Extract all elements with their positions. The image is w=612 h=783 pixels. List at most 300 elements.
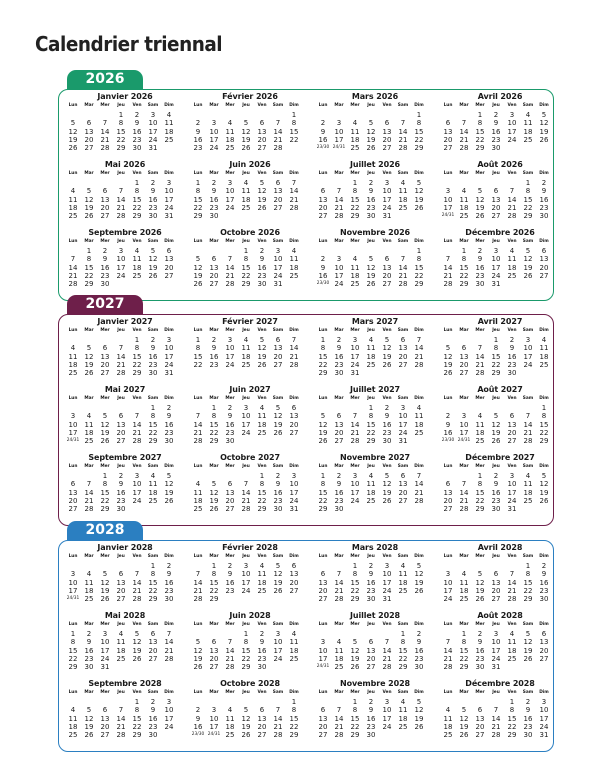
day-cell: 11 [289, 255, 299, 264]
day-cell: 21 [164, 646, 174, 655]
day-cell: 31 [491, 280, 501, 289]
day-cell: 25 [289, 654, 299, 663]
day-cell: 17 [116, 263, 126, 272]
day-cell: 30 [507, 369, 517, 378]
weekday-label: Dim [164, 239, 174, 244]
day-cell: 1 [291, 698, 297, 706]
day-cell: 18 [241, 195, 251, 204]
weekday-label: Mar [84, 103, 94, 108]
weekday-label: Jeu [367, 622, 375, 627]
day-cell: 20 [539, 263, 549, 272]
month-title: Mars 2026 [351, 92, 399, 101]
day-cell: 29 [100, 505, 110, 514]
weekday-label: Ven [257, 690, 267, 695]
day-cell: 18 [289, 646, 299, 655]
day-cell: 12 [382, 480, 392, 489]
weekday-label: Dim [414, 396, 424, 401]
weekday-label: Ven [132, 171, 142, 176]
day-cell: 28 [414, 496, 424, 505]
day-cell: 12 [241, 127, 251, 136]
day-cell: 2 [166, 562, 172, 570]
day-cell: 17 [225, 352, 235, 361]
weekday-label: Lun [318, 103, 328, 108]
day-cell: 23 [475, 654, 485, 663]
day-cell: 5 [384, 336, 390, 344]
day-cell: 21 [398, 135, 408, 144]
day-cell: 19 [443, 360, 453, 369]
day-cell: 14 [334, 195, 344, 204]
day-cell: 18 [116, 646, 126, 655]
month-calendar [191, 385, 309, 451]
day-cell: 7 [445, 255, 451, 264]
day-cell: 14 [289, 187, 299, 196]
day-cell: 8 [509, 706, 515, 715]
day-cell: 19 [132, 646, 142, 655]
day-cell: 3 [291, 472, 297, 480]
day-cell: 1 [102, 472, 108, 480]
day-cell: 8 [400, 638, 406, 647]
weekday-label: Sam [272, 690, 284, 695]
weekday-label: Mer [225, 396, 235, 401]
day-cell: 8 [86, 255, 92, 264]
weekday-label: Sam [147, 396, 159, 401]
day-cell: 20 [398, 352, 408, 361]
weekday-header [191, 171, 309, 179]
day-cell: 10 [539, 706, 549, 715]
day-cell: 23 [164, 586, 174, 595]
day-cell: 9 [118, 480, 124, 489]
day-cell: 3 [102, 630, 108, 638]
day-cell: 1 [150, 562, 156, 570]
day-cell: 7 [493, 706, 499, 715]
day-cell: 27 [289, 428, 299, 437]
day-cell: 22 [491, 360, 501, 369]
weekday-label: Lun [443, 239, 453, 244]
day-cell: 3 [70, 412, 76, 421]
day-cell: 7 [336, 570, 342, 579]
day-cell: 16 [225, 578, 235, 587]
day-cell: 19 [382, 352, 392, 361]
day-cell: 4 [352, 119, 358, 128]
month-calendar [191, 543, 309, 609]
day-cell: 14 [414, 344, 424, 353]
weekday-label: Mer [350, 396, 360, 401]
day-cell: 15 [318, 352, 328, 361]
month-calendar [316, 453, 434, 519]
day-cell: 5 [70, 119, 76, 128]
weekday-label: Mar [209, 171, 219, 176]
day-cell: 5 [416, 562, 422, 570]
day-cell: 31 [398, 437, 408, 446]
day-cell: 28 [132, 595, 142, 604]
day-cell: 17 [209, 135, 219, 144]
day-cell: 27 [539, 271, 549, 280]
weekday-label: Dim [539, 554, 549, 559]
weekday-header [441, 103, 559, 111]
weekday-label: Sam [522, 554, 534, 559]
weekday-label: Jeu [367, 690, 375, 695]
day-cell: 4 [243, 336, 249, 344]
day-cell: 12 [350, 646, 360, 655]
day-cell: 15 [507, 714, 517, 723]
day-cell: 12 [523, 255, 533, 264]
day-cell: 11 [148, 480, 158, 489]
weekday-label: Jeu [367, 239, 375, 244]
day-cell: 23/30 [191, 732, 205, 738]
day-cell: 10 [523, 344, 533, 353]
day-cell: 2 [227, 562, 233, 570]
day-cell: 15 [414, 263, 424, 272]
month-calendar [441, 611, 559, 677]
month-calendar [441, 160, 559, 226]
day-cell: 11 [366, 480, 376, 489]
day-cell: 13 [398, 344, 408, 353]
month-calendar [66, 679, 184, 745]
day-cell: 8 [195, 187, 201, 196]
weekday-header [316, 464, 434, 472]
day-cell: 24 [100, 654, 110, 663]
day-cell: 11 [225, 127, 235, 136]
day-cell: 19 [350, 654, 360, 663]
day-cell: 22 [209, 586, 219, 595]
day-cell: 15 [132, 714, 142, 723]
day-cell: 5 [416, 179, 422, 187]
day-cell: 2 [195, 119, 201, 128]
weekday-label: Jeu [242, 622, 250, 627]
day-cell: 6 [227, 480, 233, 489]
day-cell: 6 [102, 187, 108, 196]
day-cell: 13 [459, 352, 469, 361]
day-cell: 6 [118, 570, 124, 579]
day-cell: 2 [368, 179, 374, 187]
day-cell: 31 [148, 144, 158, 153]
weekday-label: Ven [132, 239, 142, 244]
weekday-label: Sam [272, 464, 284, 469]
day-cell: 7 [291, 336, 297, 344]
day-cell: 30 [257, 663, 267, 672]
weekday-label: Mer [350, 554, 360, 559]
day-cell: 9 [102, 255, 108, 264]
day-cell: 10 [398, 412, 408, 421]
weekday-label: Lun [318, 328, 328, 333]
month-calendar [316, 317, 434, 383]
day-cell: 27 [318, 212, 328, 221]
day-cell: 16 [334, 352, 344, 361]
day-cell: 8 [150, 412, 156, 421]
weekday-label: Sam [147, 464, 159, 469]
day-cell: 6 [336, 412, 342, 421]
day-cell: 20 [398, 488, 408, 497]
day-cell: 9 [166, 570, 172, 579]
day-cell: 19 [193, 654, 203, 663]
month-calendar [191, 317, 309, 383]
day-cell: 30 [148, 212, 158, 221]
day-cell: 1 [352, 179, 358, 187]
day-cell: 24 [539, 722, 549, 731]
month-title: Mai 2027 [104, 385, 146, 394]
month-calendar [316, 543, 434, 609]
day-cell: 17 [164, 352, 174, 361]
day-cell: 21 [507, 586, 517, 595]
day-cell: 21 [443, 654, 453, 663]
day-cell: 28 [523, 437, 533, 446]
day-cell: 17 [148, 127, 158, 136]
day-cell: 12 [100, 578, 110, 587]
day-cell: 29 [475, 505, 485, 514]
day-cell: 9 [227, 412, 233, 421]
day-cell: 17 [382, 195, 392, 204]
weekday-label: Lun [68, 554, 78, 559]
weekday-label: Ven [507, 328, 517, 333]
day-cell: 22 [241, 654, 251, 663]
day-cell: 11 [116, 638, 126, 647]
day-cell: 17 [491, 263, 501, 272]
weekday-header [66, 690, 184, 698]
day-cell: 5 [134, 630, 140, 638]
day-cell: 27 [443, 144, 453, 153]
day-cell: 27 [273, 360, 283, 369]
weekday-label: Dim [414, 239, 424, 244]
day-cell: 10 [350, 480, 360, 489]
weekday-label: Mar [84, 239, 94, 244]
day-cell: 14 [507, 195, 517, 204]
weekday-label: Ven [132, 328, 142, 333]
day-cell: 8 [102, 480, 108, 489]
day-cell: 17 [209, 722, 219, 731]
day-cell: 15 [459, 263, 469, 272]
weekday-label: Dim [289, 239, 299, 244]
day-cell: 20 [273, 352, 283, 361]
weekday-label: Mer [475, 554, 485, 559]
day-cell: 15 [68, 646, 78, 655]
day-cell: 13 [164, 255, 174, 264]
day-cell: 22 [475, 135, 485, 144]
day-cell: 1 [477, 111, 483, 119]
day-cell: 19 [414, 714, 424, 723]
day-cell: 21 [116, 360, 126, 369]
weekday-label: Jeu [367, 396, 375, 401]
weekday-label: Dim [289, 328, 299, 333]
day-cell: 17 [382, 714, 392, 723]
day-cell: 21 [382, 654, 392, 663]
day-cell: 9 [477, 255, 483, 264]
day-cell: 21 [132, 586, 142, 595]
day-cell: 21 [491, 722, 501, 731]
day-cell: 13 [318, 578, 328, 587]
day-cell: 18 [398, 714, 408, 723]
weekday-label: Lun [193, 171, 203, 176]
day-cell: 9 [227, 570, 233, 579]
day-cell: 28 [84, 505, 94, 514]
month-title: Janvier 2028 [97, 543, 153, 552]
day-cell: 26 [132, 654, 142, 663]
day-cell: 3 [461, 412, 467, 421]
day-cell: 24 [209, 144, 219, 153]
weekday-label: Mar [209, 396, 219, 401]
day-cell: 11 [539, 344, 549, 353]
day-cell: 1 [211, 404, 217, 412]
day-cell: 3 [70, 570, 76, 579]
day-cell: 13 [318, 714, 328, 723]
day-cell: 11 [68, 352, 78, 361]
day-cell: 9 [368, 570, 374, 579]
day-cell: 4 [509, 247, 515, 255]
day-cell: 8 [243, 255, 249, 264]
day-cell: 12 [257, 344, 267, 353]
day-cell: 12 [84, 352, 94, 361]
weekday-label: Dim [414, 622, 424, 627]
weekday-label: Ven [382, 328, 392, 333]
day-cell: 22 [523, 203, 533, 212]
weekday-label: Jeu [492, 239, 500, 244]
day-cell: 11 [241, 344, 251, 353]
weekday-header [316, 396, 434, 404]
weekday-label: Sam [272, 103, 284, 108]
year-block-2027 [58, 297, 556, 527]
weekday-label: Lun [193, 554, 203, 559]
day-cell: 12 [366, 127, 376, 136]
day-cell: 14 [523, 420, 533, 429]
day-cell: 21 [193, 428, 203, 437]
weekday-label: Jeu [492, 464, 500, 469]
month-title: Janvier 2027 [97, 317, 153, 326]
year-block-2028 [58, 523, 556, 753]
day-cell: 15 [209, 420, 219, 429]
day-cell: 16 [209, 352, 219, 361]
month-title: Mars 2027 [351, 317, 399, 326]
day-cell: 17 [241, 578, 251, 587]
day-cell: 25 [507, 271, 517, 280]
month-title: Décembre 2027 [465, 453, 535, 462]
month-title: Mars 2028 [351, 543, 399, 552]
day-cell: 14 [459, 127, 469, 136]
day-cell: 16 [84, 646, 94, 655]
day-cell: 20 [539, 646, 549, 655]
day-cell: 15 [289, 127, 299, 136]
day-cell: 29 [523, 212, 533, 221]
day-cell: 24/31 [66, 438, 80, 444]
day-cell: 3 [134, 472, 140, 480]
day-cell: 14 [116, 352, 126, 361]
day-cell: 29 [539, 437, 549, 446]
day-cell: 5 [211, 480, 217, 489]
day-cell: 20 [257, 135, 267, 144]
day-cell: 24 [491, 654, 501, 663]
day-cell: 2 [150, 698, 156, 706]
day-cell: 13 [225, 488, 235, 497]
day-cell: 2 [118, 472, 124, 480]
weekday-label: Jeu [492, 103, 500, 108]
day-cell: 15 [539, 420, 549, 429]
weekday-header [316, 171, 434, 179]
day-cell: 12 [193, 263, 203, 272]
day-cell: 9 [275, 480, 281, 489]
weekday-label: Ven [257, 239, 267, 244]
day-cell: 27 [209, 280, 219, 289]
weekday-label: Sam [147, 171, 159, 176]
day-cell: 11 [193, 488, 203, 497]
weekday-header [316, 622, 434, 630]
day-cell: 4 [400, 562, 406, 570]
day-cell: 14 [193, 578, 203, 587]
day-cell: 19 [523, 646, 533, 655]
day-cell: 24 [241, 428, 251, 437]
day-cell: 18 [68, 203, 78, 212]
day-cell: 21 [225, 271, 235, 280]
day-cell: 22 [459, 654, 469, 663]
weekday-label: Jeu [117, 328, 125, 333]
day-cell: 2 [150, 179, 156, 187]
day-cell: 22 [132, 722, 142, 731]
day-cell: 22 [475, 496, 485, 505]
day-cell: 15 [366, 420, 376, 429]
day-cell: 9 [86, 638, 92, 647]
day-cell: 23 [366, 722, 376, 731]
day-cell: 8 [291, 706, 297, 715]
day-cell: 27 [257, 731, 267, 740]
day-cell: 20 [209, 271, 219, 280]
day-cell: 7 [227, 638, 233, 647]
weekday-label: Mer [475, 464, 485, 469]
day-cell: 5 [166, 472, 172, 480]
weekday-label: Sam [522, 103, 534, 108]
day-cell: 13 [100, 195, 110, 204]
day-cell: 22 [350, 722, 360, 731]
day-cell: 9 [336, 344, 342, 353]
day-cell: 18 [523, 127, 533, 136]
day-cell: 10 [225, 344, 235, 353]
month-calendar [441, 385, 559, 451]
day-cell: 19 [366, 271, 376, 280]
day-cell: 23/30 [441, 438, 455, 444]
weekday-label: Dim [289, 464, 299, 469]
day-cell: 23 [475, 271, 485, 280]
day-cell: 9 [477, 638, 483, 647]
day-cell: 19 [539, 127, 549, 136]
day-cell: 7 [416, 472, 422, 480]
day-cell: 15 [132, 352, 142, 361]
month-title: Août 2027 [477, 385, 523, 394]
day-cell: 4 [291, 247, 297, 255]
weekday-label: Dim [539, 396, 549, 401]
day-cell: 5 [416, 698, 422, 706]
day-cell: 11 [257, 412, 267, 421]
day-cell: 23 [116, 496, 126, 505]
weekday-label: Ven [382, 396, 392, 401]
day-cell: 15 [241, 263, 251, 272]
month-calendar [441, 228, 559, 294]
day-cell: 2 [525, 698, 531, 706]
weekday-label: Mer [475, 690, 485, 695]
day-cell: 4 [166, 111, 172, 119]
day-cell: 18 [225, 722, 235, 731]
weekday-label: Mar [84, 396, 94, 401]
month-calendar [441, 679, 559, 745]
day-cell: 24 [164, 722, 174, 731]
weekday-label: Lun [193, 103, 203, 108]
day-cell: 12 [414, 706, 424, 715]
day-cell: 27 [84, 144, 94, 153]
day-cell: 23 [164, 428, 174, 437]
day-cell: 20 [84, 135, 94, 144]
day-cell: 5 [102, 570, 108, 579]
day-cell: 13 [209, 646, 219, 655]
day-cell: 30 [491, 505, 501, 514]
day-cell: 29 [68, 663, 78, 672]
day-cell: 13 [84, 127, 94, 136]
weekday-label: Jeu [117, 622, 125, 627]
day-cell: 1 [493, 336, 499, 344]
